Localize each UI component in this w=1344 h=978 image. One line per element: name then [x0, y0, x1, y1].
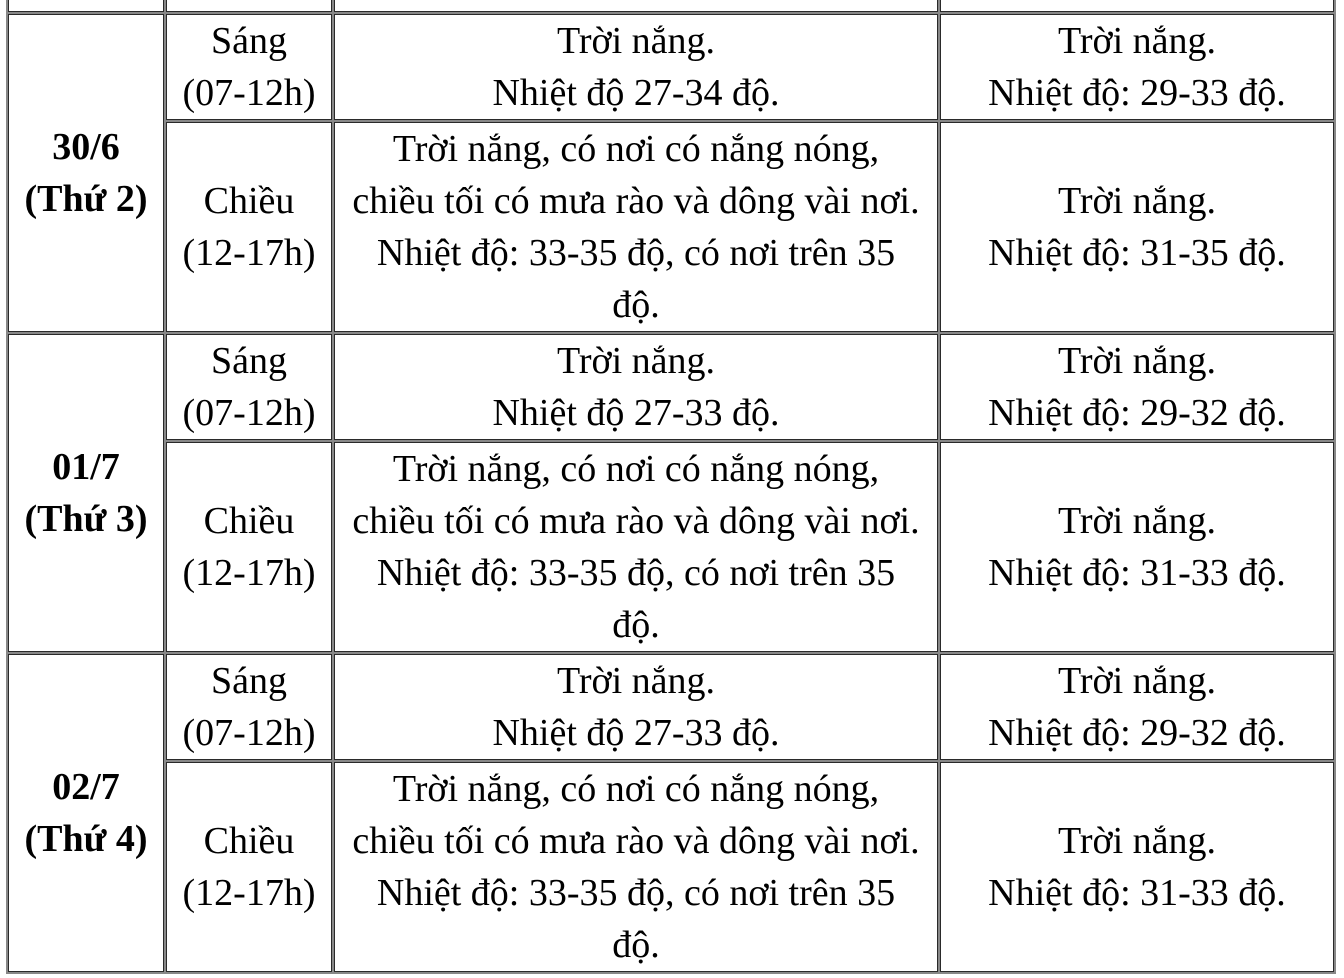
table-row — [8, 122, 1336, 334]
forecast-line: Trời nắng. — [556, 660, 716, 702]
forecast-line: Trời nắng. — [556, 340, 716, 382]
forecast-line: Trời nắng. — [1057, 500, 1217, 542]
forecast-line: Trời nắng, có nơi có nắng nóng, — [392, 768, 880, 810]
previous-day-cell — [8, 0, 166, 14]
previous-period-cell — [166, 0, 334, 14]
forecast-line: Nhiệt độ 27-33 độ. — [492, 712, 780, 754]
area2-forecast-cell — [940, 122, 1336, 334]
forecast-line: Trời nắng. — [1057, 820, 1217, 862]
area1-forecast-cell — [334, 654, 940, 762]
area2-forecast-cell — [940, 762, 1336, 974]
day-date: 30/6 — [52, 126, 120, 168]
area1-forecast-cell — [334, 762, 940, 974]
table-row — [8, 762, 1336, 974]
area2-forecast-cell — [940, 654, 1336, 762]
table-row — [8, 442, 1336, 654]
forecast-line: Nhiệt độ: 33-35 độ, có nơi trên 35 — [376, 552, 896, 594]
period-cell — [166, 442, 334, 654]
period-hours: (07-12h) — [182, 712, 316, 754]
forecast-line: Nhiệt độ: 29-32 độ. — [988, 392, 1286, 434]
forecast-line: Trời nắng. — [556, 20, 716, 62]
period-hours: (12-17h) — [182, 552, 316, 594]
forecast-line: Trời nắng, có nơi có nắng nóng, — [392, 128, 880, 170]
forecast-line: Nhiệt độ: 31-33 độ. — [988, 552, 1286, 594]
area1-forecast-cell — [334, 442, 940, 654]
day-weekday: (Thứ 2) — [24, 178, 148, 220]
day-date: 01/7 — [52, 446, 120, 488]
table-row — [8, 334, 1336, 442]
day-weekday: (Thứ 4) — [24, 818, 148, 860]
day-cell — [8, 14, 166, 334]
period-name: Sáng — [211, 660, 287, 702]
forecast-line: Nhiệt độ: 33-35 độ, có nơi trên 35 — [376, 232, 896, 274]
period-name: Sáng — [211, 20, 287, 62]
period-name: Sáng — [211, 340, 287, 382]
forecast-line: Nhiệt độ: 29-33 độ. — [988, 72, 1286, 114]
day-date: 02/7 — [52, 766, 120, 808]
forecast-line: Trời nắng, có nơi có nắng nóng, — [392, 448, 880, 490]
forecast-line: chiều tối có mưa rào và dông vài nơi. — [352, 500, 920, 542]
forecast-line: chiều tối có mưa rào và dông vài nơi. — [352, 820, 920, 862]
forecast-line: Nhiệt độ 27-34 độ. — [492, 72, 780, 114]
period-hours: (07-12h) — [182, 72, 316, 114]
period-hours: (07-12h) — [182, 392, 316, 434]
table-row — [8, 14, 1336, 122]
forecast-table-container — [6, 0, 1336, 974]
weather-forecast-table — [6, 0, 1336, 974]
forecast-line: độ. — [612, 284, 660, 326]
period-name: Chiều — [203, 820, 295, 862]
period-hours: (12-17h) — [182, 232, 316, 274]
forecast-line: Nhiệt độ: 29-32 độ. — [988, 712, 1286, 754]
forecast-line: Nhiệt độ: 31-35 độ. — [988, 232, 1286, 274]
area1-forecast-cell — [334, 334, 940, 442]
period-name: Chiều — [203, 500, 295, 542]
table-row — [8, 654, 1336, 762]
table-row-previous — [8, 0, 1336, 14]
area2-forecast-cell — [940, 14, 1336, 122]
forecast-line: Nhiệt độ 27-33 độ. — [492, 392, 780, 434]
period-hours: (12-17h) — [182, 872, 316, 914]
day-weekday: (Thứ 3) — [24, 498, 148, 540]
period-cell — [166, 334, 334, 442]
forecast-line: Trời nắng. — [1057, 660, 1217, 702]
forecast-line: Nhiệt độ: 33-35 độ, có nơi trên 35 — [376, 872, 896, 914]
area1-forecast-cell — [334, 14, 940, 122]
area2-forecast-cell — [940, 442, 1336, 654]
area2-forecast-cell — [940, 334, 1336, 442]
period-cell — [166, 762, 334, 974]
forecast-line: Trời nắng. — [1057, 180, 1217, 222]
period-cell — [166, 122, 334, 334]
period-cell — [166, 14, 334, 122]
forecast-line: Trời nắng. — [1057, 20, 1217, 62]
day-cell — [8, 654, 166, 974]
previous-area1-cell — [334, 0, 940, 14]
period-cell — [166, 654, 334, 762]
forecast-line: độ. — [612, 924, 660, 966]
area1-forecast-cell — [334, 122, 940, 334]
previous-area2-cell — [940, 0, 1336, 14]
forecast-line: Nhiệt độ: 31-33 độ. — [988, 872, 1286, 914]
forecast-line: Trời nắng. — [1057, 340, 1217, 382]
day-cell — [8, 334, 166, 654]
forecast-line: chiều tối có mưa rào và dông vài nơi. — [352, 180, 920, 222]
period-name: Chiều — [203, 180, 295, 222]
forecast-line: độ. — [612, 604, 660, 646]
